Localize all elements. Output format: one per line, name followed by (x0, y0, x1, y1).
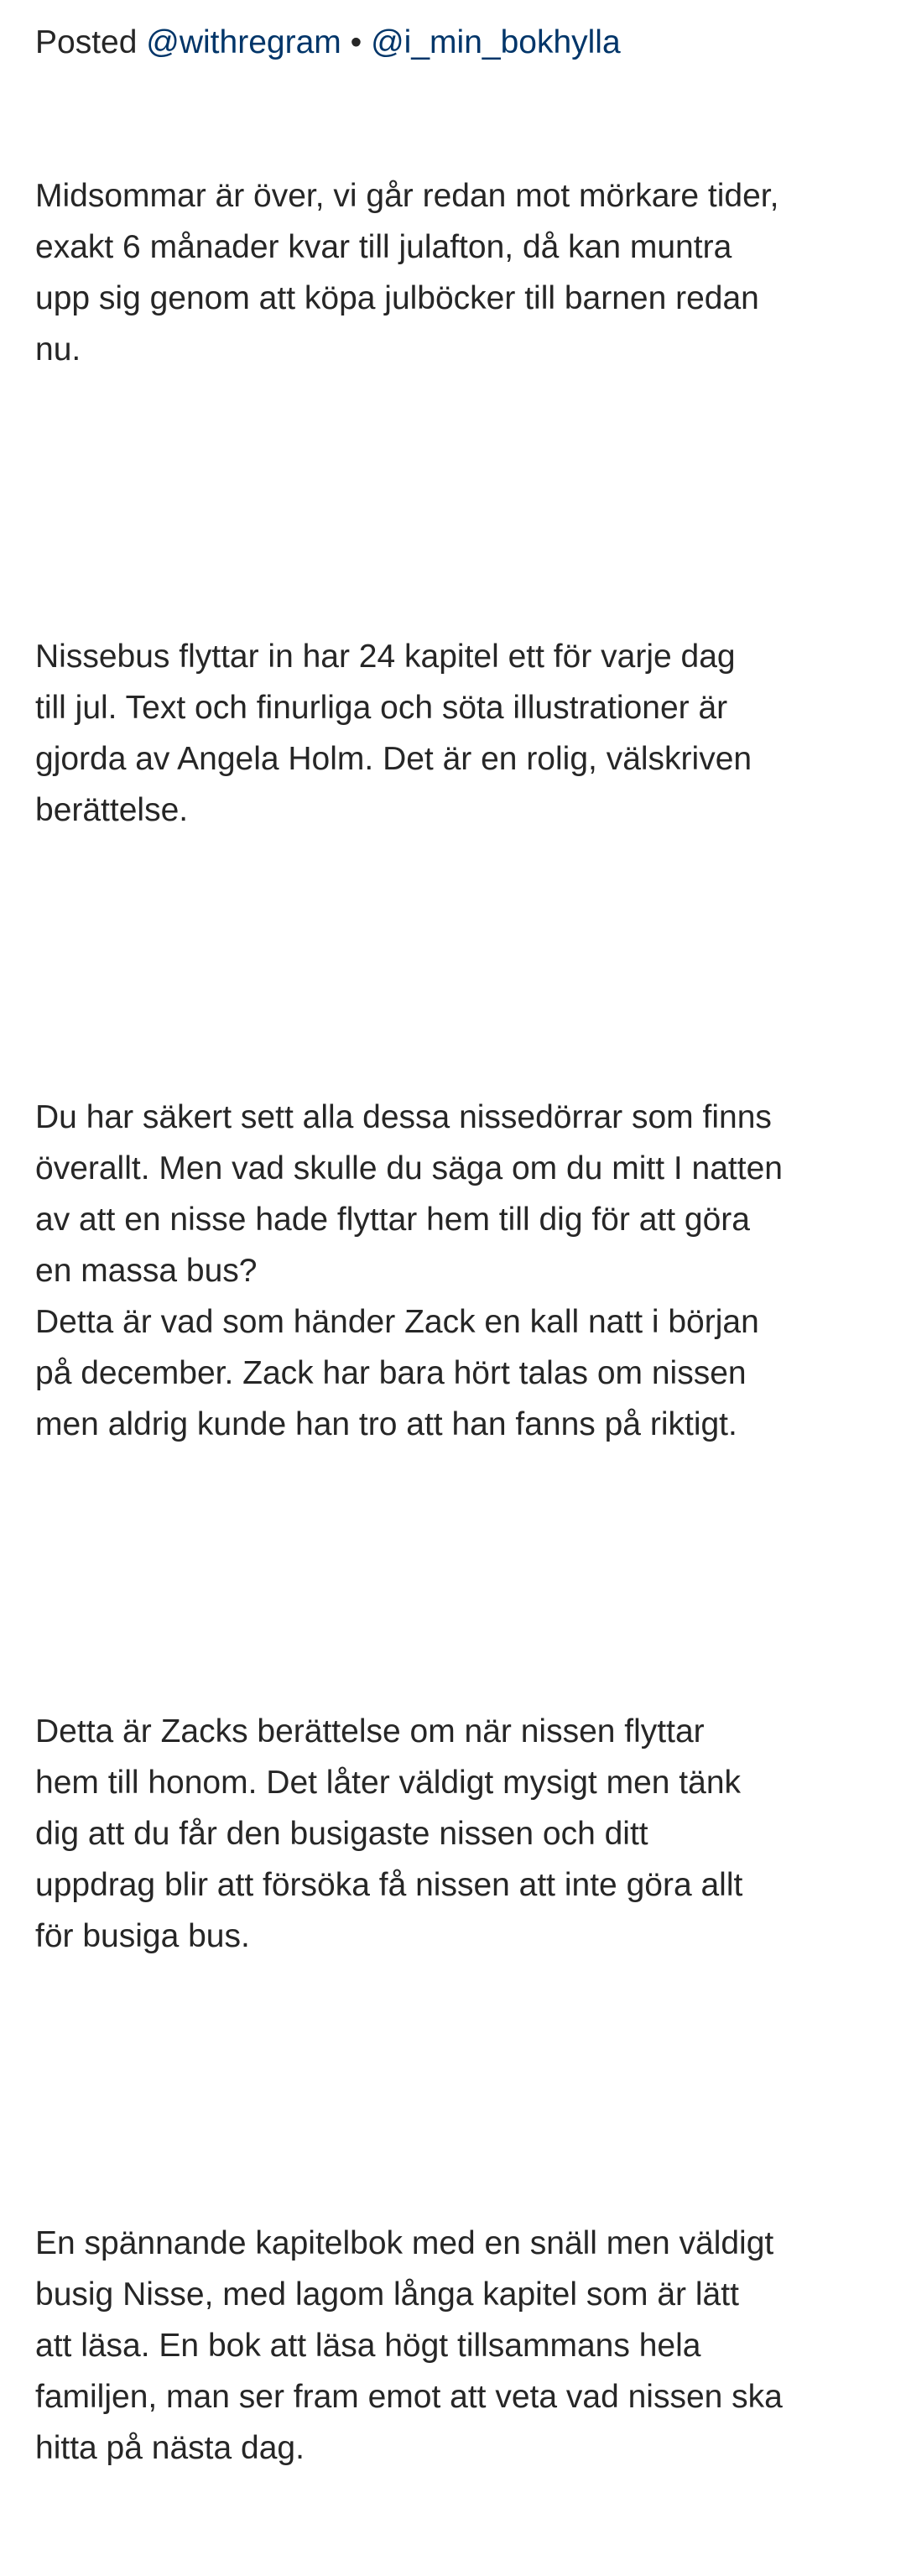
author-handle-link[interactable]: @i_min_bokhylla (371, 24, 621, 60)
caption-paragraph-2: Nissebus flyttar in har 24 kapitel ett för varje dag till jul. Text och finurliga och söta illustrationer är gjorda av Angela Holm. Det är en rolig, välskriven berättelse. (35, 639, 752, 828)
separator-dot: • (350, 24, 362, 60)
paragraph-gap (35, 938, 876, 989)
caption-paragraph-5: En spännande kapitelbok med en snäll men väldigt busig Nisse, med lagom långa kapitel som är lätt att läsa. En bok att läsa högt tillsammans hela familjen, man ser fram emot att veta vad nissen ska hitta på nästa dag. (35, 2225, 783, 2466)
posted-by-line (35, 17, 876, 68)
paragraph-gap (35, 1552, 876, 1603)
caption-paragraph-4: Detta är Zacks berättelse om när nissen flyttar hem till honom. Det låter väldigt mysigt men tänk dig att du får den busigaste nissen och ditt uppdrag blir att försöka få nissen att inte göra allt för busiga bus. (35, 1713, 743, 1954)
posted-prefix: Posted (35, 24, 138, 60)
caption-paragraph-1: Midsommar är över, vi går redan mot mörkare tider, exakt 6 månader kvar till julafton, då kan muntra upp sig genom att köpa julböcker till barnen redan nu. (35, 178, 779, 368)
paragraph-gap (35, 2064, 876, 2115)
paragraph-gap (35, 477, 876, 529)
caption-text (35, 68, 876, 2576)
regram-handle-link[interactable]: @withregram (146, 24, 341, 60)
caption-paragraph-3: Du har säkert sett alla dessa nissedörrar som finns överallt. Men vad skulle du säga om du mitt I natten av att en nisse hade flyttar hem till dig för att göra en massa bus? Detta är vad som händer Zack en kall natt i början på december. Zack har bara hört talas om nissen men aldrig kunde han tro att han fanns på riktigt. (35, 1099, 783, 1442)
